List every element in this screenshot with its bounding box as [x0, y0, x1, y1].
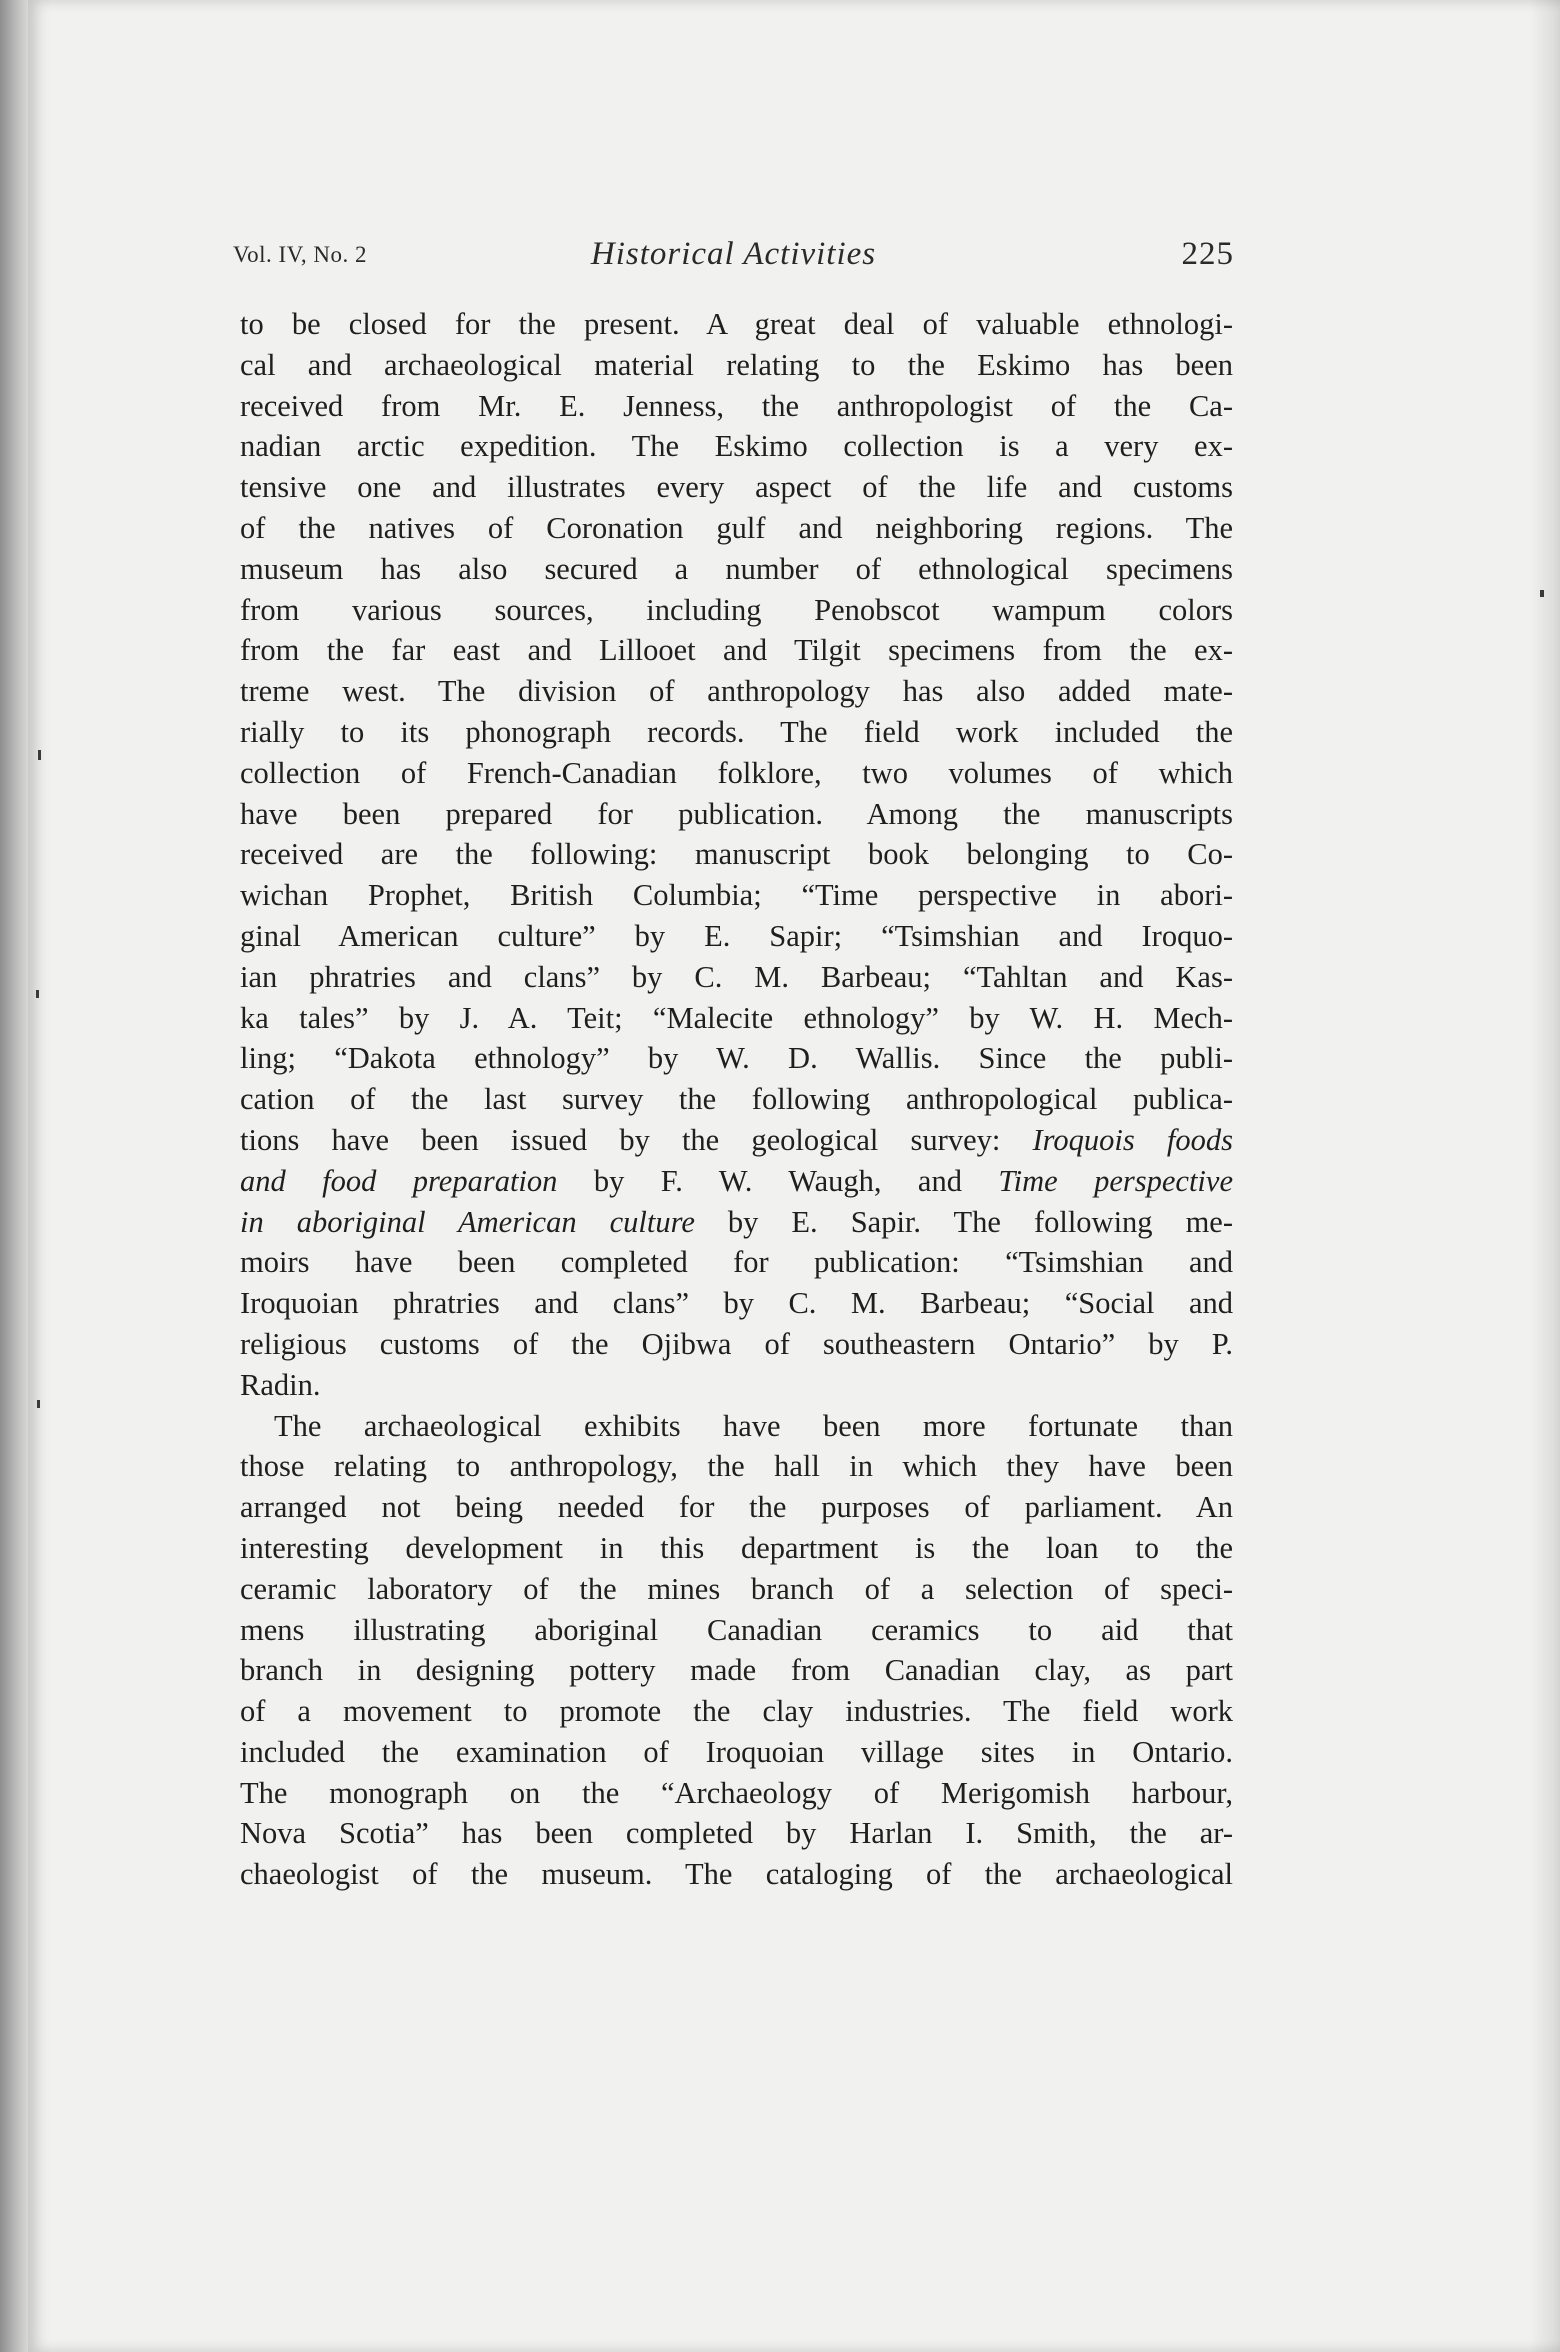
text-line [240, 549, 1233, 590]
scan-speck [36, 990, 39, 998]
line-text: Nova Scotia” has been completed by Harlan I. Smith, the ar- [240, 1816, 1233, 1851]
text-line [240, 1283, 1233, 1324]
text-line [240, 630, 1233, 671]
line-text: Radin. [240, 1367, 321, 1402]
text-line [240, 712, 1233, 753]
text-line [240, 1732, 1233, 1773]
italic-title-text: and food preparation [240, 1163, 558, 1198]
text-line [240, 304, 1233, 345]
line-text: ginal American culture” by E. Sapir; “Tsimshian and Iroquo- [240, 918, 1233, 953]
text-line [240, 1406, 1233, 1447]
line-text: cal and archaeological material relating to the Eskimo has been [240, 347, 1233, 382]
text-line [240, 753, 1233, 794]
line-text: Iroquoian phratries and clans” by C. M. Barbeau; “Social and [240, 1286, 1233, 1321]
text-line [240, 1773, 1233, 1814]
line-text: by E. Sapir. The following me- [694, 1204, 1233, 1239]
text-line [240, 590, 1233, 631]
text-line [240, 386, 1233, 427]
line-text: received are the following: manuscript book belonging to Co- [240, 837, 1233, 872]
line-text: chaeologist of the museum. The cataloging of the archaeological [240, 1857, 1233, 1892]
text-line [240, 998, 1233, 1039]
line-text: of the natives of Coronation gulf and neighboring regions. The [240, 510, 1233, 545]
line-text: ian phratries and clans” by C. M. Barbeau; “Tahltan and Kas- [240, 959, 1233, 994]
text-line [240, 467, 1233, 508]
text-line [240, 916, 1233, 957]
text-line [240, 1079, 1233, 1120]
line-text: included the examination of Iroquoian village sites in Ontario. [240, 1734, 1233, 1769]
line-text: treme west. The division of anthropology has also added mate- [240, 674, 1233, 709]
text-line [240, 1446, 1233, 1487]
text-line [240, 1038, 1233, 1079]
line-text: rially to its phonograph records. The field work included the [240, 714, 1233, 749]
line-text: nadian arctic expedition. The Eskimo collection is a very ex- [240, 429, 1233, 464]
text-line [240, 1365, 1233, 1406]
text-line [240, 508, 1233, 549]
volume-issue: Vol. IV, No. 2 [233, 242, 367, 267]
running-title: Historical Activities [590, 236, 877, 272]
line-text: from various sources, including Penobscot wampum colors [240, 592, 1233, 627]
text-line [240, 1813, 1233, 1854]
line-text: branch in designing pottery made from Canadian clay, as part [240, 1653, 1233, 1688]
body-text [240, 304, 1233, 1895]
text-line [240, 834, 1233, 875]
text-line [240, 1854, 1233, 1895]
line-text: by F. W. Waugh, and [557, 1163, 999, 1198]
line-text: those relating to anthropology, the hall in which they have been [240, 1449, 1233, 1484]
line-text: interesting development in this department is the loan to the [240, 1530, 1233, 1565]
line-text: tions have been issued by the geological survey: [240, 1122, 1033, 1157]
text-line [240, 1487, 1233, 1528]
scan-left-margin [0, 0, 28, 2352]
line-text: The archaeological exhibits have been more fortunate than [274, 1408, 1233, 1443]
text-line [240, 875, 1233, 916]
page-shadow [1530, 0, 1560, 2352]
line-text: ka tales” by J. A. Teit; “Malecite ethnology” by W. H. Mech- [240, 1000, 1233, 1035]
line-text: cation of the last survey the following anthropological publica- [240, 1082, 1233, 1117]
text-line [240, 1528, 1233, 1569]
line-text: arranged not being needed for the purposes of parliament. An [240, 1490, 1233, 1525]
text-line [240, 426, 1233, 467]
italic-title-text: Iroquois foods [1032, 1122, 1233, 1157]
line-text: received from Mr. E. Jenness, the anthropologist of the Ca- [240, 388, 1233, 423]
line-text: to be closed for the present. A great deal of valuable ethnologi- [240, 307, 1233, 341]
line-text: The monograph on the “Archaeology of Merigomish harbour, [240, 1775, 1233, 1810]
text-line [240, 1650, 1233, 1691]
line-text: from the far east and Lillooet and Tilgit specimens from the ex- [240, 633, 1233, 668]
line-text: of a movement to promote the clay industries. The field work [240, 1694, 1233, 1729]
text-line [240, 1691, 1233, 1732]
line-text: collection of French-Canadian folklore, two volumes of which [240, 755, 1233, 790]
text-line [240, 1161, 1233, 1202]
line-text: ling; “Dakota ethnology” by W. D. Wallis. Since the publi- [240, 1041, 1233, 1076]
running-head [233, 236, 1234, 284]
line-text: religious customs of the Ojibwa of southeastern Ontario” by P. [240, 1326, 1233, 1361]
line-text: mens illustrating aboriginal Canadian ceramics to aid that [240, 1612, 1233, 1647]
text-line [240, 957, 1233, 998]
text-line [240, 671, 1233, 712]
text-line [240, 1324, 1233, 1365]
text-line [240, 345, 1233, 386]
text-line [240, 1242, 1233, 1283]
text-line [240, 1120, 1233, 1161]
line-text: have been prepared for publication. Among the manuscripts [240, 796, 1233, 831]
italic-title-text: Time perspective [998, 1163, 1233, 1198]
text-line [240, 1610, 1233, 1651]
text-line [240, 1202, 1233, 1243]
line-text: ceramic laboratory of the mines branch of a selection of speci- [240, 1571, 1233, 1606]
line-text: moirs have been completed for publication: “Tsimshian and [240, 1245, 1233, 1280]
line-text: museum has also secured a number of ethnological specimens [240, 551, 1233, 586]
page-number: 225 [1181, 236, 1234, 272]
text-line [240, 1569, 1233, 1610]
line-text: wichan Prophet, British Columbia; “Time perspective in abori- [240, 878, 1233, 913]
scan-speck [37, 1400, 40, 1408]
text-line [240, 794, 1233, 835]
italic-title-text: in aboriginal American culture [240, 1204, 695, 1239]
scan-speck [38, 750, 41, 760]
line-text: tensive one and illustrates every aspect of the life and customs [240, 470, 1233, 505]
scan-speck [1540, 590, 1544, 597]
